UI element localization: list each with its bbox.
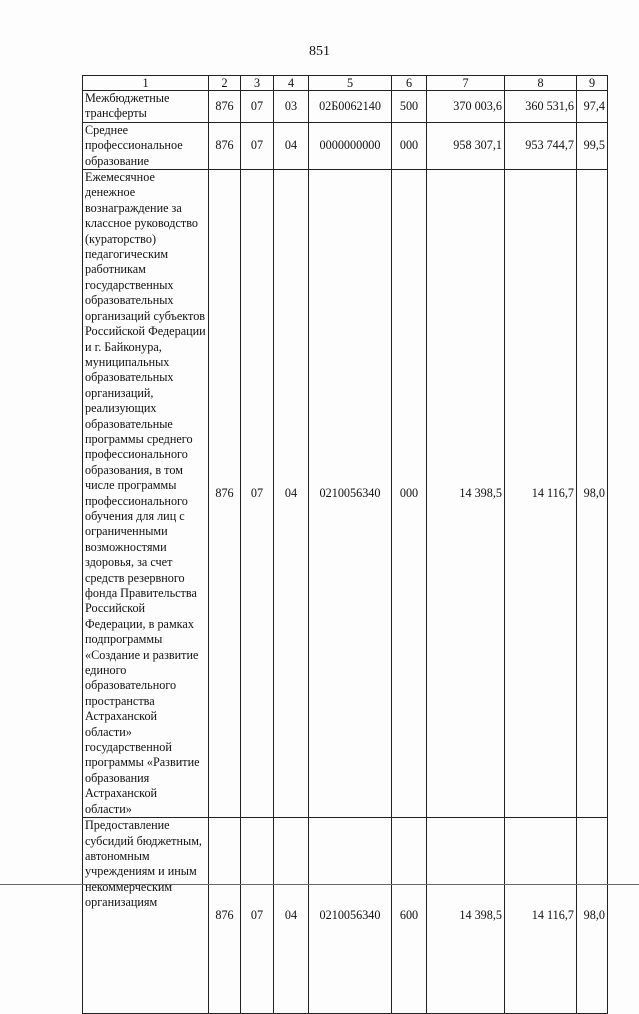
cell-section: 07 xyxy=(241,818,274,1014)
cell-expense-type: 000 xyxy=(392,122,427,169)
row-name: Межбюджетные трансферты xyxy=(83,91,209,123)
cell-plan: 14 398,5 xyxy=(427,818,505,1014)
row-name: Предоставление субсидий бюджетным, автономным учреждениям и иным некоммерческим организациям xyxy=(83,818,209,1014)
header-cell: 4 xyxy=(274,76,309,91)
cell-section: 07 xyxy=(241,170,274,818)
table-row xyxy=(83,170,608,818)
header-cell: 5 xyxy=(309,76,392,91)
cell-target-article: 02Б0062140 xyxy=(309,91,392,123)
cell-fact: 14 116,7 xyxy=(505,818,577,1014)
cell-subsection: 04 xyxy=(274,122,309,169)
header-cell: 3 xyxy=(241,76,274,91)
header-cell: 8 xyxy=(505,76,577,91)
cell-fact: 14 116,7 xyxy=(505,170,577,818)
header-cell: 2 xyxy=(209,76,241,91)
cell-percent: 99,5 xyxy=(577,122,608,169)
cell-target-article: 0000000000 xyxy=(309,122,392,169)
cell-subsection: 04 xyxy=(274,170,309,818)
cell-grbs: 876 xyxy=(209,91,241,123)
cell-percent: 98,0 xyxy=(577,170,608,818)
cell-target-article: 0210056340 xyxy=(309,818,392,1014)
header-row xyxy=(83,76,608,91)
cell-section: 07 xyxy=(241,122,274,169)
cell-percent: 97,4 xyxy=(577,91,608,123)
cell-expense-type: 600 xyxy=(392,818,427,1014)
cell-plan: 14 398,5 xyxy=(427,170,505,818)
page-number: 851 xyxy=(309,44,330,59)
table-row xyxy=(83,122,608,169)
cell-fact: 953 744,7 xyxy=(505,122,577,169)
cell-expense-type: 500 xyxy=(392,91,427,123)
cell-expense-type: 000 xyxy=(392,170,427,818)
cell-plan: 958 307,1 xyxy=(427,122,505,169)
cell-subsection: 04 xyxy=(274,818,309,1014)
cell-grbs: 876 xyxy=(209,122,241,169)
cell-percent: 98,0 xyxy=(577,818,608,1014)
cell-subsection: 03 xyxy=(274,91,309,123)
cell-grbs: 876 xyxy=(209,170,241,818)
header-cell: 9 xyxy=(577,76,608,91)
header-cell: 7 xyxy=(427,76,505,91)
table-row xyxy=(83,818,608,1014)
bottom-rule xyxy=(0,884,639,885)
cell-target-article: 0210056340 xyxy=(309,170,392,818)
header-cell: 1 xyxy=(83,76,209,91)
cell-fact: 360 531,6 xyxy=(505,91,577,123)
row-name: Ежемесячное денежное вознаграждение за классное руководство (кураторство) педагогическим работникам государственных образовательных организаций субъектов Российской Федерации и г. Байконура, муниципальных образовательных организаций, реализующих образовательные программы среднего профессионального образования, в том числе программы профессионального обучения для лиц с ограниченными возможностями здоровья, за счет средств резервного фонда Правительства Российской Федерации, в рамках подпрограммы «Создание и развитие единого образовательного пространства Астраханской области» государственной программы «Развитие образования Астраханской области» xyxy=(83,170,209,818)
cell-plan: 370 003,6 xyxy=(427,91,505,123)
row-name: Среднее профессиональное образование xyxy=(83,122,209,169)
table-row xyxy=(83,91,608,123)
cell-section: 07 xyxy=(241,91,274,123)
budget-table xyxy=(82,75,608,1014)
header-cell: 6 xyxy=(392,76,427,91)
cell-grbs: 876 xyxy=(209,818,241,1014)
